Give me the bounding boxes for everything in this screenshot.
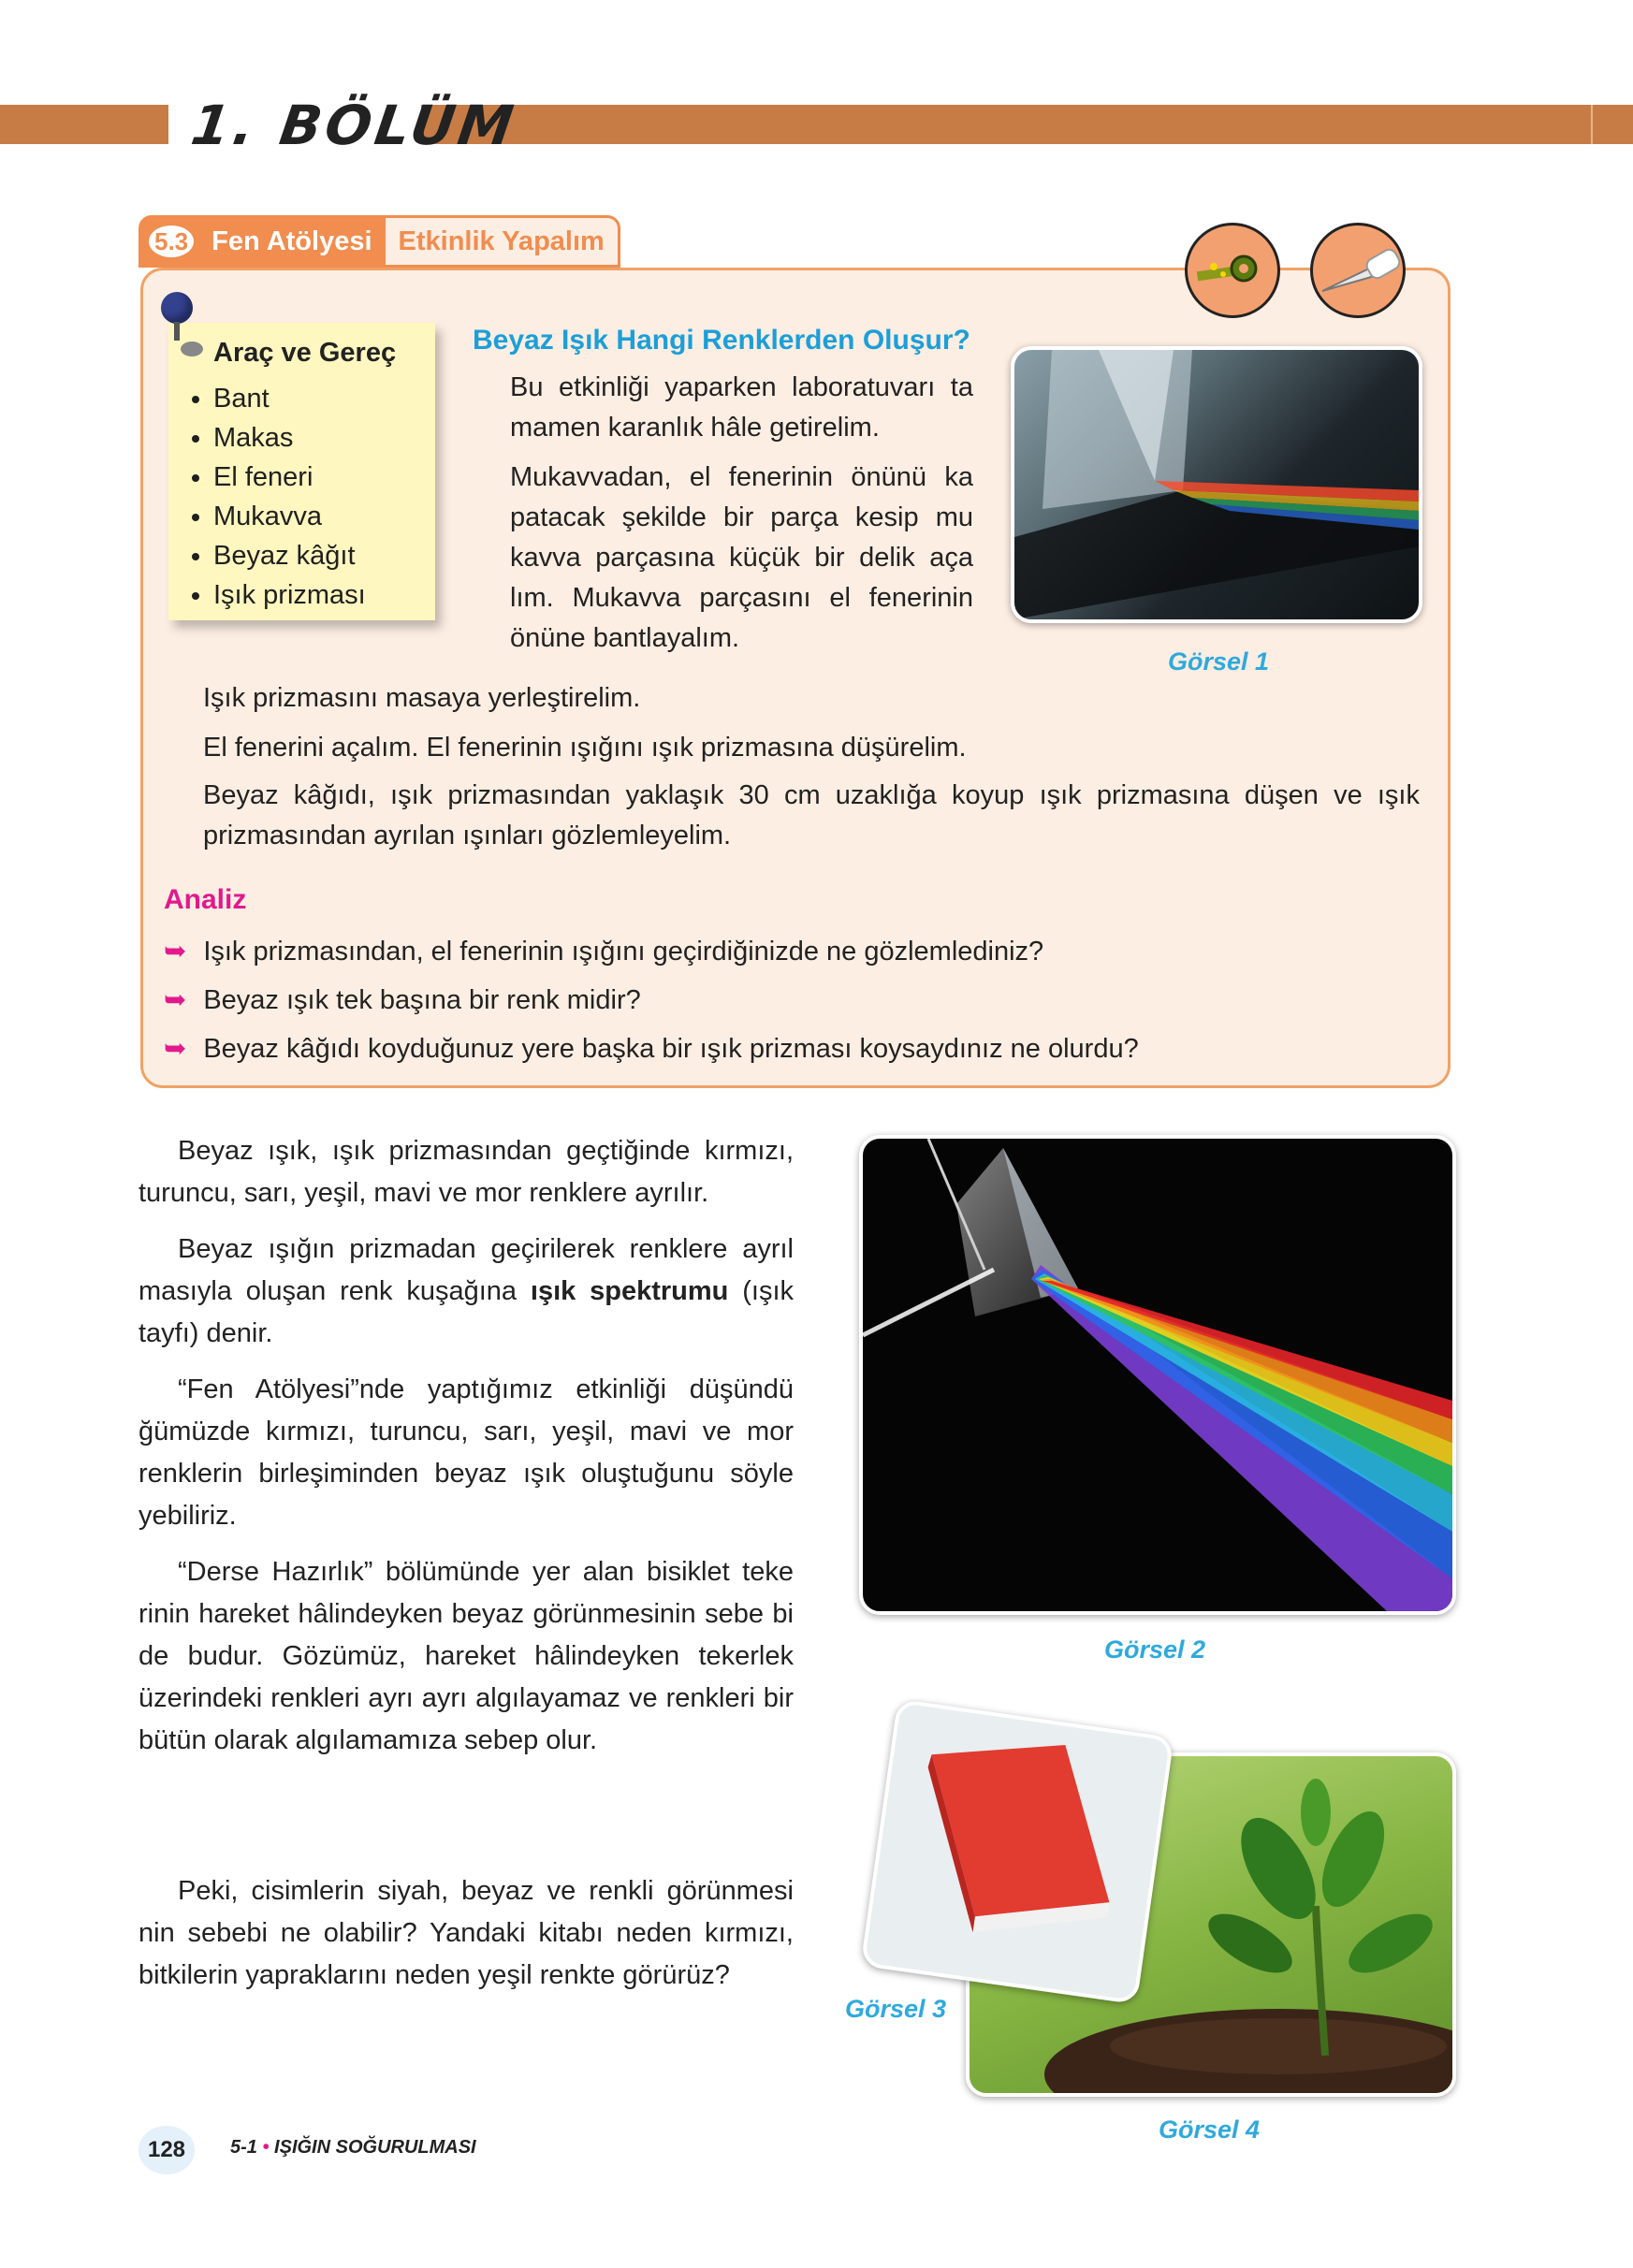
analysis-question <box>164 1032 1139 1065</box>
key-term: ışık spektrumu <box>530 1276 729 1306</box>
pushpin-icon <box>161 292 193 324</box>
figure-caption-3: Görsel 3 <box>845 1995 947 2023</box>
arrow-icon: ➥ <box>164 1034 187 1064</box>
activity-paragraph-2: Mukavvadan, el fenerinin önünü ka patacak şekilde bir parça kesip mu kavva parçasına küçük bir delik aça lım. Mukavva parçasını el fenerinin önüne bantlayalım. <box>510 462 973 653</box>
prism-photo-1 <box>1011 346 1422 623</box>
tape-icon <box>1185 223 1280 318</box>
body-paragraph-2 <box>139 1228 794 1355</box>
page-number: 128 <box>139 2126 195 2174</box>
materials-item: • Işık prizması <box>213 575 366 615</box>
activity-number-badge <box>139 215 204 268</box>
header-band-right <box>421 105 1633 144</box>
activity-number: 5.3 <box>149 225 194 257</box>
materials-item: • Beyaz kâğıt <box>213 536 366 575</box>
analysis-question-text: Beyaz kâğıdı koyduğunuz yere başka bir ışık prizması koysaydınız ne olurdu? <box>203 1034 1139 1064</box>
figure-caption-2: Görsel 2 <box>1104 1636 1206 1664</box>
body-paragraph-5: Peki, cisimlerin siyah, beyaz ve renkli görünmesi nin sebebi ne olabilir? Yandaki kitabı neden kırmızı, bitkilerin yapraklarını neden yeşil renkte görürüz? <box>139 1876 794 1990</box>
pushpin-shadow <box>181 342 203 356</box>
analysis-question-text: Beyaz ışık tek başına bir renk midir? <box>203 985 641 1015</box>
figure-caption-4: Görsel 4 <box>1159 2115 1261 2144</box>
analysis-question-text: Işık prizmasından, el fenerinin ışığını geçirdiğinizde ne gözlemlediniz? <box>203 937 1044 967</box>
materials-note <box>168 323 435 620</box>
footer-section <box>230 2137 476 2159</box>
figure-caption-1: Görsel 1 <box>1168 647 1270 676</box>
materials-title: Araç ve Gereç <box>213 338 397 368</box>
activity-paragraph-4: El fenerini açalım. El fenerinin ışığını ışık prizmasına düşürelim. <box>203 733 967 763</box>
analysis-question <box>164 983 641 1016</box>
bullet-icon: • <box>262 2137 270 2158</box>
footer-section-title: IŞIĞIN SOĞURULMASI <box>274 2137 476 2158</box>
activity-paragraph-3: Işık prizmasını masaya yerleştirelim. <box>203 683 641 713</box>
body-paragraph-3: “Fen Atölyesi”nde yaptığımız etkinliği düşündü ğümüzde kırmızı, turuncu, sarı, yeşil, mavi ve mor renklerin birleşiminden beyaz ışık oluştuğunu söyle yebiliriz. <box>139 1374 794 1531</box>
arrow-icon: ➥ <box>164 985 187 1015</box>
activity-title: Beyaz Işık Hangi Renklerden Oluşur? <box>473 325 970 356</box>
body-paragraph-2-tail: (ışık tayfı) denir. <box>139 1276 794 1348</box>
activity-tab-name: Fen Atölyesi <box>204 215 385 268</box>
red-book-photo <box>860 1699 1174 2005</box>
materials-item: • El feneri <box>213 458 366 497</box>
activity-paragraph-1: Bu etkinliği yaparken laboratuvarı ta mamen karanlık hâle getirelim. <box>510 372 973 443</box>
header-band-tick <box>1591 105 1593 144</box>
body-paragraph-4: “Derse Hazırlık” bölümünde yer alan bisiklet teke rinin hareket hâlindeyken beyaz görünmesinin sebe bi de budur. Gözümüz, hareket hâlindeyken tekerlek üzerindeki renkleri ayrı ayrı algılayamaz ve renkleri bir bütün olarak algılamamıza sebep olur. <box>139 1557 794 1755</box>
activity-tab <box>139 215 620 269</box>
materials-item: • Mukavva <box>213 497 366 536</box>
footer-unit: 5-1 <box>230 2137 257 2158</box>
activity-tab-sub: Etkinlik Yapalım <box>386 215 620 268</box>
activity-paragraph-5: Beyaz kâğıdı, ışık prizmasından yaklaşık 30 cm uzaklığa koyup ışık prizmasına düşen ve ışık prizmasından ayrılan ışınları gözlemleyelim. <box>203 780 1420 850</box>
materials-item: • Bant <box>213 379 366 418</box>
analysis-question <box>164 935 1043 967</box>
materials-item: • Makas <box>213 418 366 458</box>
pushpin-stem <box>174 322 180 341</box>
body-paragraph-2-text: Beyaz ışığın prizmadan geçirilerek renklere ayrıl masıyla oluşan renk kuşağına <box>139 1234 794 1306</box>
scissors-icon <box>1310 223 1406 318</box>
prism-spectrum-photo <box>859 1135 1456 1615</box>
arrow-icon: ➥ <box>164 937 187 967</box>
materials-list <box>178 379 366 615</box>
chapter-title: 1. BÖLÜM <box>187 94 521 157</box>
body-paragraph-1: Beyaz ışık, ışık prizmasından geçtiğinde kırmızı, turuncu, sarı, yeşil, mavi ve mor renklere ayrılır. <box>139 1136 794 1208</box>
analysis-title: Analiz <box>164 884 247 915</box>
header-band-left <box>0 105 168 144</box>
